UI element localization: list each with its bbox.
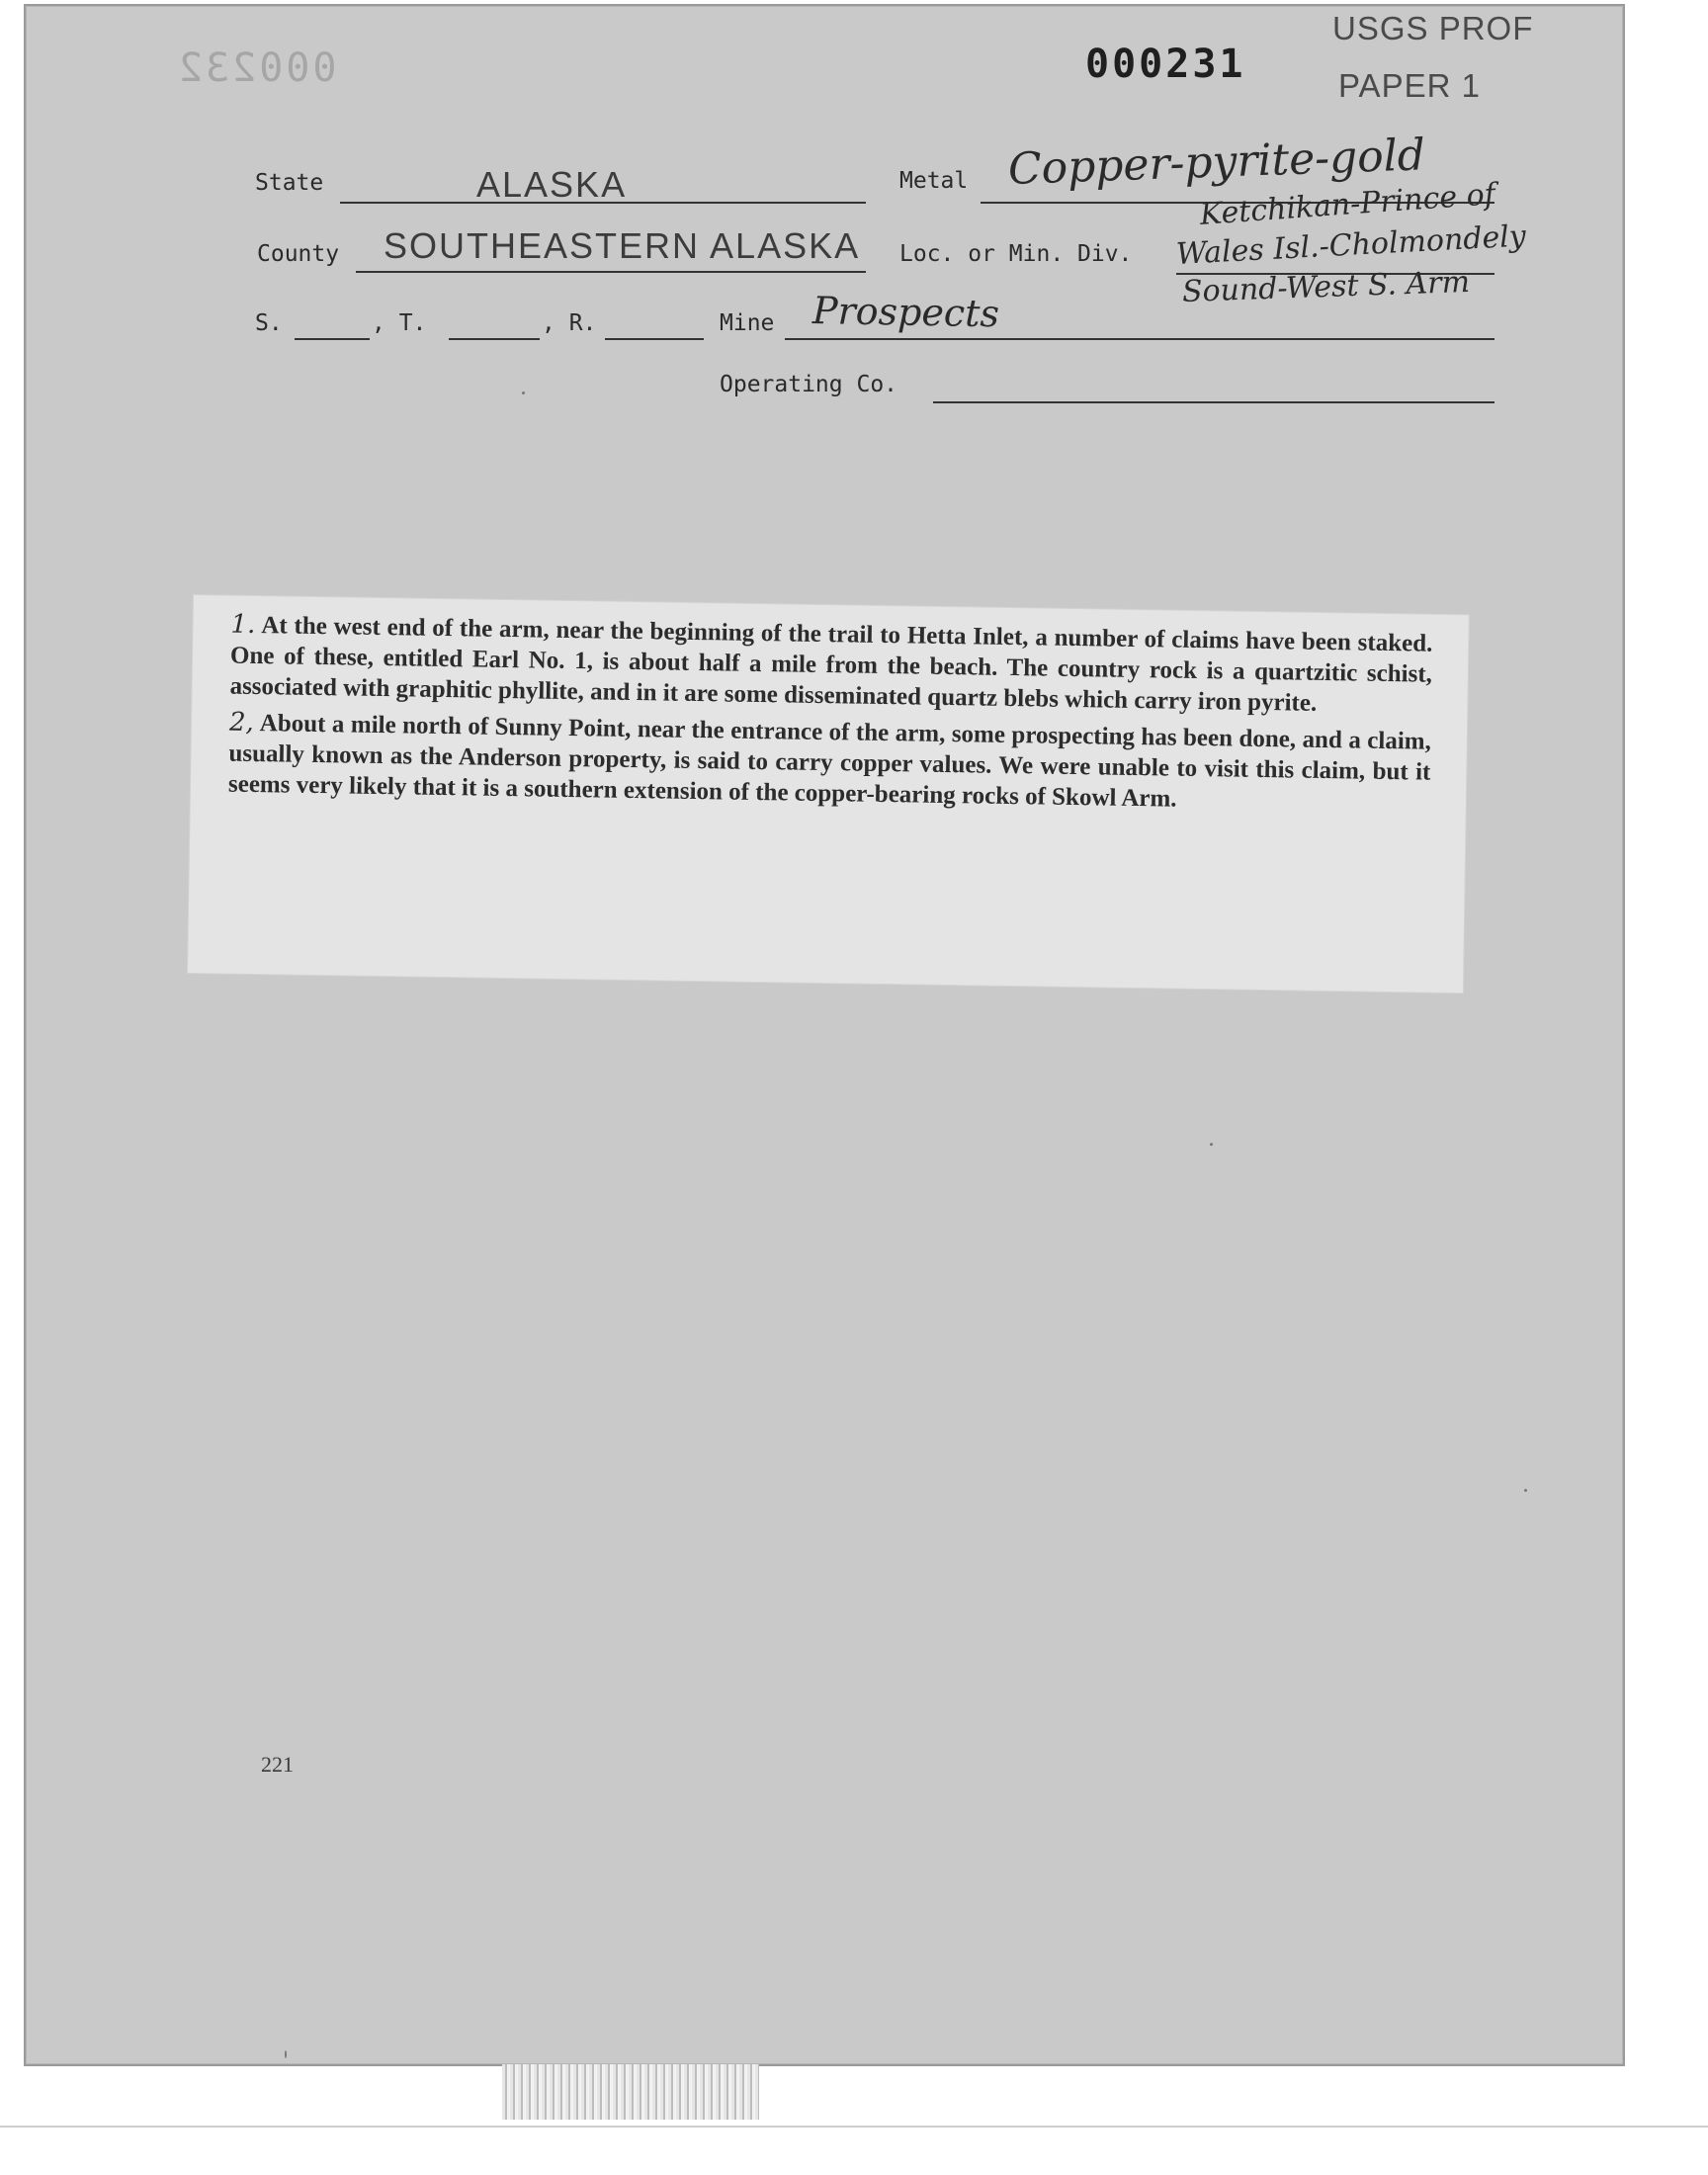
paragraph-2-text: About a mile north of Sunny Point, near the entrance of the arm, some prospecting has been done, and a claim, usually known as the Anderson property, is said to carry copper values. We were unable to visit this claim, but it seems very likely that it is a southern extension of the copper-bearing rocks of Skowl Arm. [227,710,1432,813]
operating-company-rule [933,401,1494,403]
state-label: State [255,170,324,196]
scan-edge-strip [502,2064,759,2120]
bleed-through-number: 000232 [176,45,337,91]
metal-label: Metal [899,168,969,194]
location-value-line1: Ketchikan-Prince of [1198,177,1496,232]
clipping-text [228,610,1433,819]
page-number: 221 [261,1752,294,1777]
county-label: County [257,241,340,267]
township-rule [449,338,540,340]
county-value: SOUTHEASTERN ALASKA [384,225,861,266]
mine-rule [785,338,1494,340]
scan-bottom-line [0,2126,1708,2128]
usgs-stamp-line2: PAPER 1 [1338,67,1481,104]
clipping-paragraph-2 [228,708,1431,819]
county-rule [356,271,866,273]
paragraph-2-number: 2, [228,707,255,738]
scan-speck [1210,1143,1213,1146]
paragraph-1-number: 1. [230,609,256,640]
range-rule [605,338,704,340]
section-rule [295,338,370,340]
clipping-paragraph-1 [229,610,1432,721]
metal-value: Copper-pyrite-gold [1007,130,1426,195]
scan-speck [285,2050,287,2058]
mine-label: Mine [720,310,775,336]
location-value-line3: Sound-West S. Arm [1181,264,1471,309]
state-value: ALASKA [476,164,628,205]
range-label: , R. [542,310,597,336]
paragraph-1-text: At the west end of the arm, near the beginning of the trail to Hetta Inlet, a number of claims have been staked. One of these, entitled Earl No. 1, is about half a mile from the beach. The country rock is a quartzitic schist, associated with graphitic phyllite, and in it are some disseminated quartz blebs which carry iron pyrite. [229,612,1433,717]
township-label: , T. [372,310,427,336]
scan-speck [522,392,525,394]
mine-value: Prospects [811,289,1000,336]
pasted-clipping [188,595,1469,993]
document-number: 000231 [1085,42,1246,87]
location-value-line2: Wales Isl.-Cholmondely [1175,218,1527,272]
usgs-stamp-line1: USGS PROF [1332,10,1534,46]
operating-company-label: Operating Co. [720,372,898,397]
section-label: S. [255,310,283,336]
location-label: Loc. or Min. Div. [899,241,1133,267]
scan-speck [1524,1489,1527,1492]
